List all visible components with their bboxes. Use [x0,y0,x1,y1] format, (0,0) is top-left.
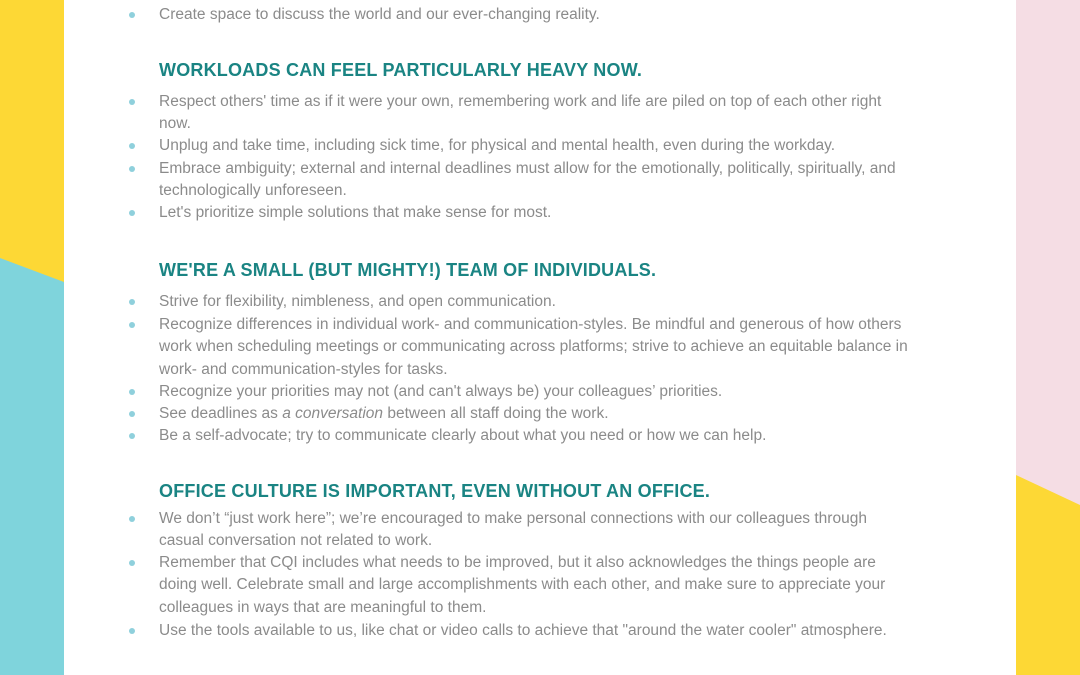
list-item-text: between all staff doing the work. [383,405,609,422]
list-item-line: Remember that CQI includes what needs to be improved, but it also acknowledges the things people are [159,554,876,571]
list-bullet [129,99,135,105]
list-item [159,508,959,553]
list-item [159,91,959,136]
list-bullet [129,389,135,395]
list-bullet [129,166,135,172]
list-item-line: now. [159,115,191,133]
list-bullet [129,12,135,18]
list-item-line: doing well. Celebrate small and large accomplishments with each other, and make sure to appreciate your [159,576,886,594]
list-bullet [129,322,135,328]
list-item-line: work- and communication-styles for tasks. [159,360,448,378]
right-yellow-shape [1016,475,1080,675]
list-item-text: See deadlines as [159,405,283,422]
list-item-line: work when scheduling meetings or communicating across platforms; strive to achieve an equitable balance in [159,338,908,356]
list-bullet [129,210,135,216]
list-item [159,552,959,619]
list-bullet [129,433,135,439]
list-item-line: Respect others' time as if it were your own, remembering work and life are piled on top of each other right [159,93,882,110]
section-heading-office-culture: OFFICE CULTURE IS IMPORTANT, EVEN WITHOUT AN OFFICE. [159,481,711,501]
list-item [159,314,959,381]
list-bullet [129,299,135,305]
list-item-line: Recognize differences in individual work- and communication-styles. Be mindful and generous of how others [159,316,902,333]
list-bullet [129,411,135,417]
list-item [159,403,959,425]
section-heading-workloads: WORKLOADS CAN FEEL PARTICULARLY HEAVY NOW. [159,60,643,80]
list-item-line: technologically unforeseen. [159,182,347,200]
list-item-line: We don’t “just work here”; we’re encouraged to make personal connections with our colleagues through [159,510,867,527]
list-item: Let's prioritize simple solutions that make sense for most. [159,204,552,221]
list-item [159,158,959,203]
list-item: Unplug and take time, including sick time, for physical and mental health, even during the workday. [159,137,836,154]
list-item-line: casual conversation not related to work. [159,532,433,550]
list-item: Be a self-advocate; try to communicate clearly about what you need or how we can help. [159,427,767,444]
left-yellow-shape [0,0,64,282]
list-bullet [129,516,135,522]
list-item: Create space to discuss the world and our ever-changing reality. [159,6,600,23]
list-item-line: colleagues in ways that are meaningful to them. [159,598,487,616]
list-bullet [129,143,135,149]
list-item: Recognize your priorities may not (and can't always be) your colleagues’ priorities. [159,383,723,400]
list-item-line: Embrace ambiguity; external and internal deadlines must allow for the emotionally, politically, spiritually, and [159,160,896,177]
emphasized-text: a conversation [282,405,384,422]
section-heading-team: WE'RE A SMALL (BUT MIGHTY!) TEAM OF INDIVIDUALS. [159,260,657,280]
list-bullet [129,560,135,566]
list-item: Use the tools available to us, like chat or video calls to achieve that "around the water cooler" atmosphere. [159,622,887,639]
list-item: Strive for flexibility, nimbleness, and open communication. [159,293,556,310]
list-bullet [129,628,135,634]
